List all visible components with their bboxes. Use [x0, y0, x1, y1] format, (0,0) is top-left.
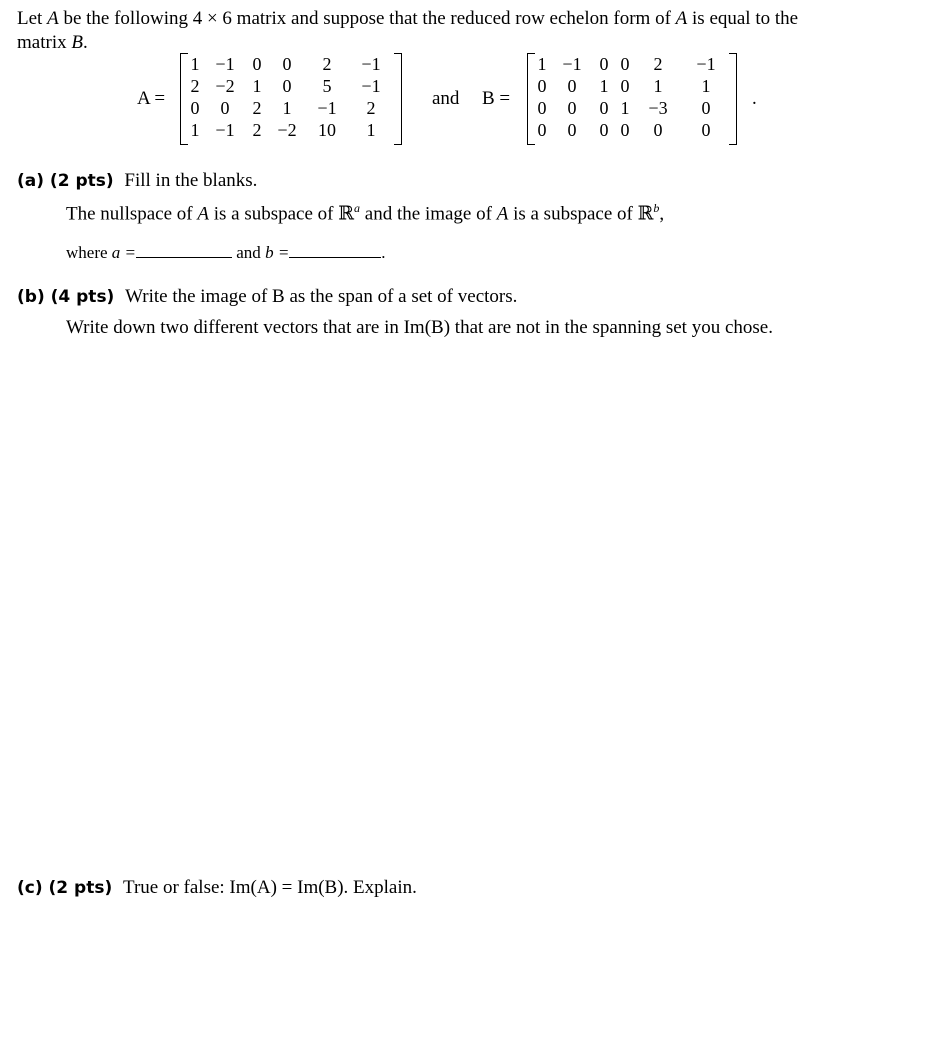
matrix-b-row — [533, 53, 731, 75]
matrix-a-entry: 2 — [252, 120, 262, 140]
exponent-b: b — [653, 201, 660, 215]
part-a-heading — [17, 170, 257, 192]
part-a-statement — [66, 201, 664, 225]
matrix-a-entry: −1 — [215, 54, 235, 74]
matrix-b-entry: 0 — [537, 76, 547, 96]
matrix-a-entry: 1 — [252, 76, 262, 96]
var-a: A — [675, 8, 688, 29]
matrix-b-entry: 1 — [653, 76, 663, 96]
part-a-title: Fill in the blanks. — [124, 170, 258, 191]
intro-line-1 — [17, 8, 798, 30]
blank-a-label: a = — [111, 243, 137, 262]
var-b: B — [71, 32, 83, 53]
exponent-a: a — [354, 201, 361, 215]
matrix-a-entry: 1 — [190, 54, 200, 74]
intro-text: matrix — [17, 32, 72, 53]
matrix-b — [527, 53, 737, 145]
matrix-a-row — [186, 53, 394, 75]
part-c-heading — [17, 877, 417, 899]
matrix-a-table — [186, 53, 394, 141]
blank-a-input[interactable] — [136, 243, 232, 258]
matrix-b-row — [533, 75, 731, 97]
matrix-b-entry: 0 — [701, 98, 711, 118]
period: . — [381, 243, 386, 262]
statement-text: , — [659, 203, 665, 225]
intro-text: . — [82, 32, 88, 53]
matrix-b-entry: −3 — [648, 98, 668, 118]
matrix-b-entry: −1 — [562, 54, 582, 74]
matrix-a-entry: 0 — [282, 54, 292, 74]
matrix-a-row — [186, 97, 394, 119]
part-a-label: (a) (2 pts) — [17, 171, 114, 191]
matrix-b-entry: 0 — [599, 120, 609, 140]
matrix-a-entry: 2 — [252, 98, 262, 118]
part-b-title: Write the image of B as the span of a set of vectors. — [125, 286, 518, 307]
matrix-a-entry: 2 — [322, 54, 332, 74]
matrix-b-entry: −1 — [696, 54, 716, 74]
statement-text: is a subspace of ℝ — [208, 203, 355, 225]
matrix-a-entry: 1 — [366, 120, 376, 140]
part-c-title: True or false: Im(A) = Im(B). Explain. — [123, 877, 417, 898]
matrix-b-entry: 0 — [567, 98, 577, 118]
matrix-a-entry: −2 — [215, 76, 235, 96]
matrix-a-entry: −1 — [215, 120, 235, 140]
matrix-b-period: . — [752, 88, 757, 109]
matrix-a-entry: −1 — [361, 76, 381, 96]
matrix-a-entry: 10 — [318, 120, 336, 140]
matrix-a-row — [186, 119, 394, 141]
matrix-a — [180, 53, 402, 145]
matrix-a-entry: −1 — [317, 98, 337, 118]
matrix-b-row — [533, 97, 731, 119]
matrix-b-entry: 0 — [620, 54, 630, 74]
matrix-a-entry: −2 — [277, 120, 297, 140]
matrix-b-entry: 0 — [701, 120, 711, 140]
matrix-b-entry: 1 — [701, 76, 711, 96]
part-c-label: (c) (2 pts) — [17, 878, 113, 898]
matrix-b-table — [533, 53, 731, 141]
matrix-b-entry: 1 — [599, 76, 609, 96]
right-bracket — [394, 53, 402, 145]
part-a-blanks — [66, 243, 386, 263]
matrix-b-row — [533, 119, 731, 141]
matrix-a-entry: 0 — [282, 76, 292, 96]
intro-text: is equal to the — [687, 8, 799, 29]
matrix-b-entry: 2 — [653, 54, 663, 74]
connector-and: and — [432, 88, 460, 109]
where-label: where — [66, 243, 112, 262]
intro-line-2 — [17, 32, 88, 54]
matrix-b-entry: 0 — [567, 76, 577, 96]
matrix-a-entry: 5 — [322, 76, 332, 96]
var-a: A — [197, 203, 209, 225]
statement-text: and the image of — [360, 203, 497, 225]
intro-text: Let — [17, 8, 48, 29]
part-b-label: (b) (4 pts) — [17, 287, 115, 307]
part-b-line-2: Write down two different vectors that are in Im(B) that are not in the spanning set you chose. — [66, 317, 773, 338]
matrix-b-entry: 0 — [537, 98, 547, 118]
matrix-b-entry: 0 — [537, 120, 547, 140]
matrix-a-entry: −1 — [361, 54, 381, 74]
matrix-b-entry: 0 — [599, 54, 609, 74]
matrix-b-label: B = — [482, 88, 511, 109]
matrix-b-entry: 0 — [567, 120, 577, 140]
matrix-b-entry: 0 — [620, 120, 630, 140]
var-a: A — [47, 8, 59, 29]
matrix-a-entry: 0 — [190, 98, 200, 118]
var-a: A — [496, 203, 509, 225]
matrix-a-entry: 1 — [282, 98, 292, 118]
matrix-b-entry: 1 — [537, 54, 547, 74]
intro-text: be the following 4 × 6 matrix and suppose that the reduced row echelon form of — [58, 8, 676, 29]
matrix-b-entry: 0 — [599, 98, 609, 118]
statement-text: The nullspace of — [66, 203, 198, 225]
blank-b-label: b = — [265, 243, 290, 262]
matrix-b-entry: 0 — [620, 76, 630, 96]
matrix-a-entry: 1 — [190, 120, 200, 140]
matrix-a-entry: 0 — [220, 98, 230, 118]
matrix-a-row — [186, 75, 394, 97]
blank-b-input[interactable] — [289, 243, 381, 258]
matrix-b-entry: 0 — [653, 120, 663, 140]
matrix-a-entry: 2 — [366, 98, 376, 118]
part-b-heading — [17, 286, 517, 308]
and-label: and — [232, 243, 266, 262]
statement-text: is a subspace of ℝ — [508, 203, 654, 225]
matrix-a-entry: 0 — [252, 54, 262, 74]
matrix-a-label: A = — [137, 88, 166, 109]
matrix-b-entry: 1 — [620, 98, 630, 118]
matrix-a-entry: 2 — [190, 76, 200, 96]
